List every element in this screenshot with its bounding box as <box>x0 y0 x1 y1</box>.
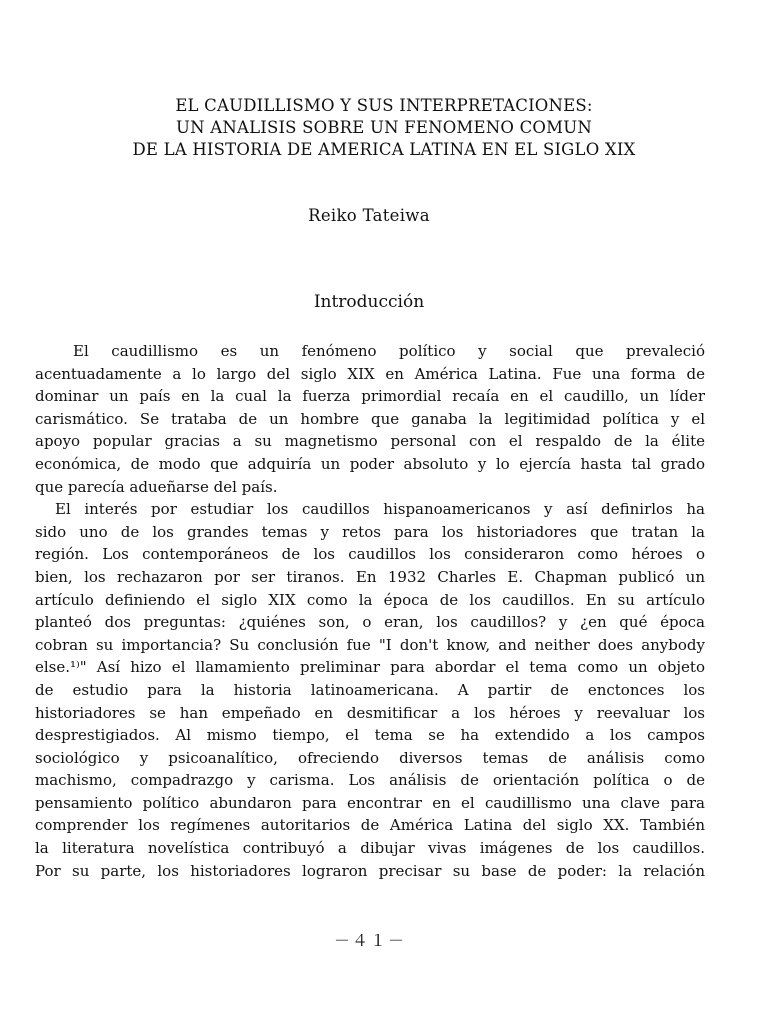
author-name: Reiko Tateiwa <box>308 206 430 225</box>
text-line: cobran su importancia? Su conclusión fue "I don't know, and neither does anybody <box>35 635 705 654</box>
text-line: desprestigiados. Al mismo tiempo, el tema se ha extendido a los campos <box>35 726 705 745</box>
title-line-3: DE LA HISTORIA DE AMERICA LATINA EN EL SIGLO XIX <box>132 140 636 159</box>
text-line: El interés por estudiar los caudillos hispanoamericanos y así definirlos ha <box>55 500 705 519</box>
body-text <box>35 340 705 882</box>
text-line: apoyo popular gracias a su magnetismo personal con el respaldo de la élite <box>35 432 705 451</box>
text-line: bien, los rechazaron por ser tiranos. En 1932 Charles E. Chapman publicó un <box>35 567 705 586</box>
text-line: económica, de modo que adquiría un poder absoluto y lo ejercía hasta tal grado <box>35 454 705 473</box>
title-line-2: UN ANALISIS SOBRE UN FENOMENO COMUN <box>176 118 592 137</box>
text-line: comprender los regímenes autoritarios de América Latina del siglo XX. También <box>35 816 705 835</box>
text-line: región. Los contemporáneos de los caudillos los consideraron como héroes o <box>35 545 705 564</box>
text-line: la literatura novelística contribuyó a dibujar vivas imágenes de los caudillos. <box>35 839 705 858</box>
text-line: carismático. Se trataba de un hombre que ganaba la legitimidad política y el <box>35 409 705 428</box>
article-title <box>0 95 768 161</box>
text-line: sido uno de los grandes temas y retos para los historiadores que tratan la <box>35 522 705 541</box>
section-heading: Introducción <box>313 292 425 312</box>
page-number: －４１－ <box>333 931 406 950</box>
text-line: historiadores se han empeñado en desmitificar a los héroes y reevaluar los <box>35 703 705 722</box>
text-line: planteó dos preguntas: ¿quiénes son, o eran, los caudillos? y ¿en qué época <box>35 613 705 632</box>
text-line: machismo, compadrazgo y carisma. Los análisis de orientación política o de <box>35 771 705 790</box>
text-line: acentuadamente a lo largo del siglo XIX en América Latina. Fue una forma de <box>35 364 705 383</box>
text-line: sociológico y psicoanalítico, ofreciendo diversos temas de análisis como <box>35 748 705 767</box>
text-line: pensamiento político abundaron para encontrar en el caudillismo una clave para <box>35 793 705 812</box>
text-line: El caudillismo es un fenómeno político y social que prevaleció <box>73 342 705 360</box>
text-line: Por su parte, los historiadores lograron precisar su base de poder: la relación <box>35 861 705 880</box>
text-line: artículo definiendo el siglo XIX como la época de los caudillos. En su artículo <box>35 590 705 609</box>
text-line: que parecía adueñarse del país. <box>35 477 278 496</box>
text-line: de estudio para la historia latinoamericana. A partir de enctonces los <box>35 680 705 699</box>
title-line-1: EL CAUDILLISMO Y SUS INTERPRETACIONES: <box>175 96 593 115</box>
text-line: dominar un país en la cual la fuerza primordial recaía en el caudillo, un líder <box>35 387 705 406</box>
text-line: else.¹⁾" Así hizo el llamamiento preliminar para abordar el tema como un objeto <box>35 658 705 677</box>
